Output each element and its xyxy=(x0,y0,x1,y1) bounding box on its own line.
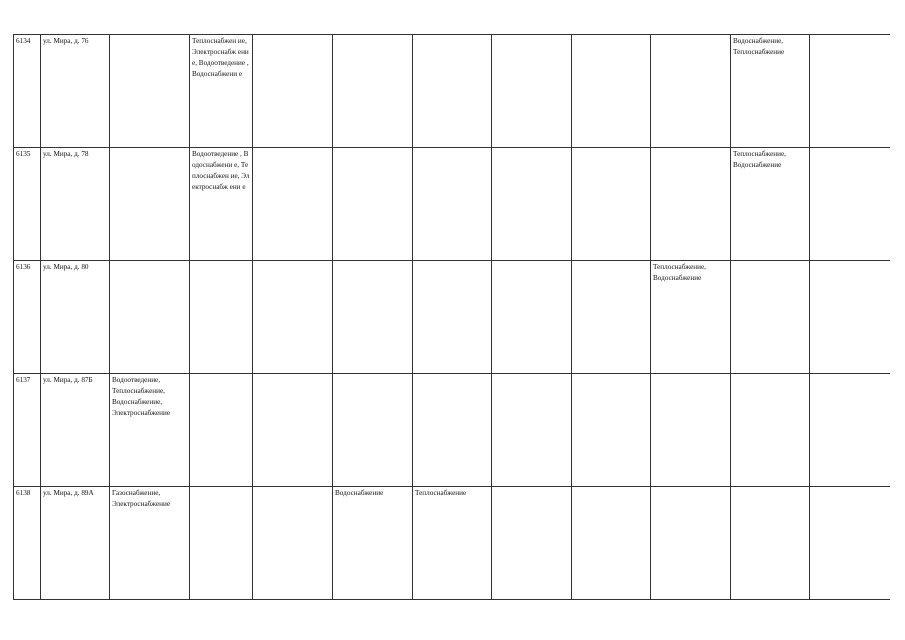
cell-col4 xyxy=(190,487,253,600)
cell-col8 xyxy=(492,487,572,600)
cell-address: ул. Мира, д. 78 xyxy=(41,148,110,261)
cell-col6 xyxy=(333,148,413,261)
cell-number: 6137 xyxy=(14,374,41,487)
cell-address: ул. Мира, д. 80 xyxy=(41,261,110,374)
cell-col9 xyxy=(572,148,651,261)
cell-col5 xyxy=(253,148,333,261)
cell-col12 xyxy=(810,261,890,374)
cell-col4: Теплоснабжен ие, Электроснабж ени е, Водоотведение , Водоснабжени е xyxy=(190,35,253,148)
cell-col6 xyxy=(333,261,413,374)
cell-col12 xyxy=(810,148,890,261)
cell-col9 xyxy=(572,487,651,600)
cell-col6 xyxy=(333,35,413,148)
cell-col8 xyxy=(492,35,572,148)
cell-col10 xyxy=(651,374,731,487)
cell-col3: Газоснабжение, Электроснабжение xyxy=(110,487,190,600)
cell-col11 xyxy=(731,374,810,487)
cell-col3 xyxy=(110,35,190,148)
table-row xyxy=(14,374,890,487)
cell-col7 xyxy=(413,374,492,487)
cell-col8 xyxy=(492,261,572,374)
cell-col10 xyxy=(651,148,731,261)
cell-col11 xyxy=(731,487,810,600)
cell-col4: Водоотведение , Водоснабжени е, Теплоснабжен ие, Электроснабж ени е xyxy=(190,148,253,261)
cell-col6 xyxy=(333,374,413,487)
cell-col3 xyxy=(110,261,190,374)
cell-col12 xyxy=(810,374,890,487)
cell-col8 xyxy=(492,148,572,261)
cell-col11: Теплоснабжение, Водоснабжение xyxy=(731,148,810,261)
cell-number: 6136 xyxy=(14,261,41,374)
table-row xyxy=(14,261,890,374)
cell-col7: Теплоснабжение xyxy=(413,487,492,600)
cell-address: ул. Мира, д. 89А xyxy=(41,487,110,600)
cell-col10 xyxy=(651,35,731,148)
cell-col5 xyxy=(253,261,333,374)
cell-col9 xyxy=(572,261,651,374)
cell-col11 xyxy=(731,261,810,374)
cell-col12 xyxy=(810,487,890,600)
cell-col5 xyxy=(253,35,333,148)
cell-col12 xyxy=(810,35,890,148)
cell-col11: Водоснабжение, Теплоснабжение xyxy=(731,35,810,148)
utilities-table xyxy=(13,34,890,600)
cell-col5 xyxy=(253,487,333,600)
cell-col6: Водоснабжение xyxy=(333,487,413,600)
cell-col7 xyxy=(413,35,492,148)
cell-col10 xyxy=(651,487,731,600)
cell-col7 xyxy=(413,261,492,374)
cell-col5 xyxy=(253,374,333,487)
cell-address: ул. Мира, д. 87Б xyxy=(41,374,110,487)
table-row xyxy=(14,487,890,600)
cell-col7 xyxy=(413,148,492,261)
cell-col4 xyxy=(190,261,253,374)
cell-col8 xyxy=(492,374,572,487)
cell-col3: Водоотведение, Теплоснабжение, Водоснабжение, Электроснабжение xyxy=(110,374,190,487)
cell-col10: Теплоснабжение, Водоснабжение xyxy=(651,261,731,374)
table-row xyxy=(14,35,890,148)
cell-col9 xyxy=(572,374,651,487)
cell-number: 6138 xyxy=(14,487,41,600)
cell-col4 xyxy=(190,374,253,487)
cell-number: 6134 xyxy=(14,35,41,148)
cell-col3 xyxy=(110,148,190,261)
cell-number: 6135 xyxy=(14,148,41,261)
cell-col9 xyxy=(572,35,651,148)
cell-address: ул. Мира, д. 76 xyxy=(41,35,110,148)
table-row xyxy=(14,148,890,261)
